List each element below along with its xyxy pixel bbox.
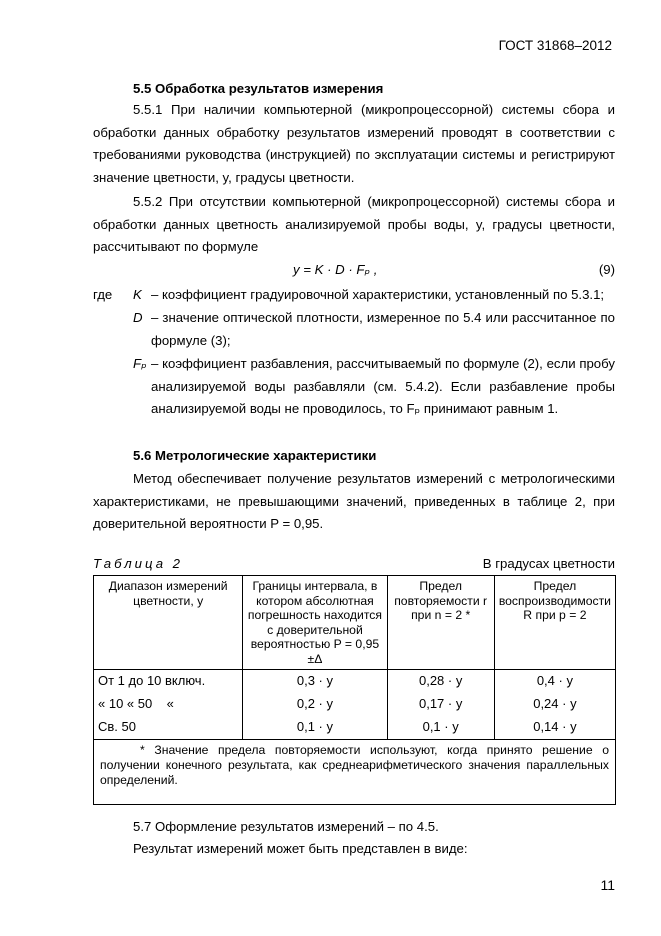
formula-9: y = K · D · Fₚ ,: [293, 262, 378, 277]
definition-text: – коэффициент градуировочной характеристики, установленный по 5.3.1;: [151, 287, 605, 302]
table-2: [93, 575, 616, 805]
table-note: [94, 740, 616, 805]
table-cell: 0,1 · y: [243, 716, 387, 740]
definition-text: – значение оптической плотности, измеренное по 5.4 или рассчитанное по формуле (3);: [151, 310, 615, 348]
definition-k: [93, 284, 615, 307]
table-caption: Таблица 2: [93, 556, 184, 571]
definition-term: Fₚ: [133, 356, 147, 371]
paragraph-5-6-text: Метод обеспечивает получение результатов измерений с метрологическими характеристиками, не превышающими значений, приведенных в таблице 2, при доверительной вероятности P = 0,95.: [93, 471, 615, 532]
paragraph-5-6: [93, 468, 615, 536]
table-cell: 0,28 · y: [387, 670, 494, 694]
page-number: 11: [600, 877, 615, 893]
paragraph-5-5-2: [93, 191, 615, 259]
table-note-text: * Значение предела повторяемости используют, когда принято решение о получении конечного результата, как среднеарифметического значения параллельных определений.: [100, 743, 609, 787]
definition-term: D: [133, 310, 143, 325]
table-units: В градусах цветности: [482, 556, 615, 571]
table-cell: 0,4 · y: [494, 670, 615, 694]
definition-d: [93, 307, 615, 353]
paragraph-5-5-1: [93, 99, 615, 189]
formula-number: (9): [598, 262, 615, 277]
table-header-cell: Диапазон измерений цветности, y: [94, 576, 243, 670]
table-cell: 0,24 · y: [494, 693, 615, 716]
definition-text: – коэффициент разбавления, рассчитываемый по формуле (2), если пробу анализируемой воды разбавляли (см. 5.4.2). Если разбавление пробы анализируемой воды не проводилось, то Fₚ принимают равным 1.: [151, 356, 615, 417]
table-note-row: [94, 740, 616, 805]
paragraph-result-text: Результат измерений может быть представлен в виде:: [133, 841, 468, 856]
paragraph-result: [93, 838, 615, 861]
definition-term: K: [133, 287, 142, 302]
table-cell: « 10 « 50 «: [94, 693, 243, 716]
table-header-row: [94, 576, 616, 670]
table-header-cell: Предел повторяемости r при n = 2 *: [387, 576, 494, 670]
table-row: [94, 716, 616, 740]
table-cell: От 1 до 10 включ.: [94, 670, 243, 694]
table-cell: Св. 50: [94, 716, 243, 740]
document-header: ГОСТ 31868–2012: [498, 38, 612, 53]
paragraph-5-7: [93, 816, 615, 839]
definition-fp: [93, 353, 615, 445]
table-cell: 0,14 · y: [494, 716, 615, 740]
table-cell: 0,17 · y: [387, 693, 494, 716]
table-row: [94, 693, 616, 716]
table-cell: 0,1 · y: [387, 716, 494, 740]
section-5-6-title: 5.6 Метрологические характеристики: [133, 448, 377, 463]
paragraph-5-5-2-text: 5.5.2 При отсутствии компьютерной (микропроцессорной) системы сбора и обработки данных цветность анализируемой пробы воды, y, градусы цветности, рассчитывают по формуле: [93, 194, 615, 255]
section-5-5-title: 5.5 Обработка результатов измерения: [133, 81, 384, 96]
table-cell: 0,3 · y: [243, 670, 387, 694]
table-cell: 0,2 · y: [243, 693, 387, 716]
table-header-cell: Предел воспроизводимости R при p = 2: [494, 576, 615, 670]
paragraph-5-7-text: 5.7 Оформление результатов измерений – по 4.5.: [133, 819, 439, 834]
table-row: [94, 670, 616, 694]
table-header-cell: Границы интервала, в котором абсолютная погрешность находится с доверительной вероятностью P = 0,95 ±Δ: [243, 576, 387, 670]
paragraph-5-5-1-text: 5.5.1 При наличии компьютерной (микропроцессорной) системы сбора и обработки данных обработку результатов измерений проводят в соответствии с требованиями руководства (инструкцией) по эксплуатации системы и регистрируют значение цветности, y, градусы цветности.: [93, 102, 615, 185]
where-label: где: [93, 287, 113, 302]
